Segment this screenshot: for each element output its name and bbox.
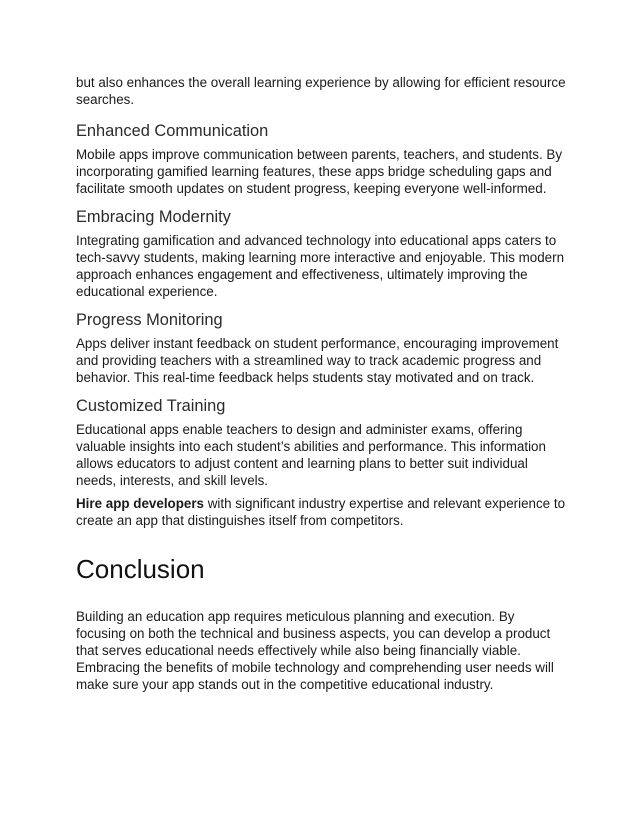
document-page <box>76 74 566 693</box>
conclusion-heading: Conclusion <box>76 554 205 584</box>
section-embracing-modernity <box>76 207 566 300</box>
section-body: Educational apps enable teachers to design and administer exams, offering valuable insights into each student’s abilities and performance. This information allows educators to adjust content and learning plans to better suit individual needs, interests, and skill levels. <box>76 422 546 488</box>
hire-app-developers-link[interactable]: Hire app developers <box>76 496 205 511</box>
section-heading: Embracing Modernity <box>76 208 231 226</box>
section-body: Integrating gamification and advanced technology into educational apps caters to tech-savvy students, making learning more interactive and enjoyable. This modern approach enhances engagement and effectiveness, ultimately improving the educational experience. <box>76 233 565 299</box>
hire-paragraph-text: with significant industry expertise and relevant experience to create an app that distinguishes itself from competitors. <box>76 496 566 528</box>
section-heading: Enhanced Communication <box>76 122 269 140</box>
section-body: Apps deliver instant feedback on student performance, encouraging improvement and providing teachers with a streamlined way to track academic progress and behavior. This real-time feedback helps students stay motivated and on track. <box>76 336 559 385</box>
intro-paragraph: but also enhances the overall learning experience by allowing for efficient resource searches. <box>76 75 566 107</box>
section-body: Mobile apps improve communication between parents, teachers, and students. By incorporating gamified learning features, these apps bridge scheduling gaps and facilitate smooth updates on student progress, keeping everyone well-informed. <box>76 147 563 196</box>
section-progress-monitoring <box>76 310 566 386</box>
hire-paragraph <box>76 495 566 529</box>
section-customized-training <box>76 396 566 489</box>
section-heading: Customized Training <box>76 397 226 415</box>
section-heading: Progress Monitoring <box>76 311 223 329</box>
section-enhanced-communication <box>76 121 566 197</box>
conclusion-body: Building an education app requires meticulous planning and execution. By focusing on both the technical and business aspects, you can develop a product that serves educational needs effectively while also being financially viable. Embracing the benefits of mobile technology and comprehending user needs will make sure your app stands out in the competitive educational industry. <box>76 609 554 692</box>
